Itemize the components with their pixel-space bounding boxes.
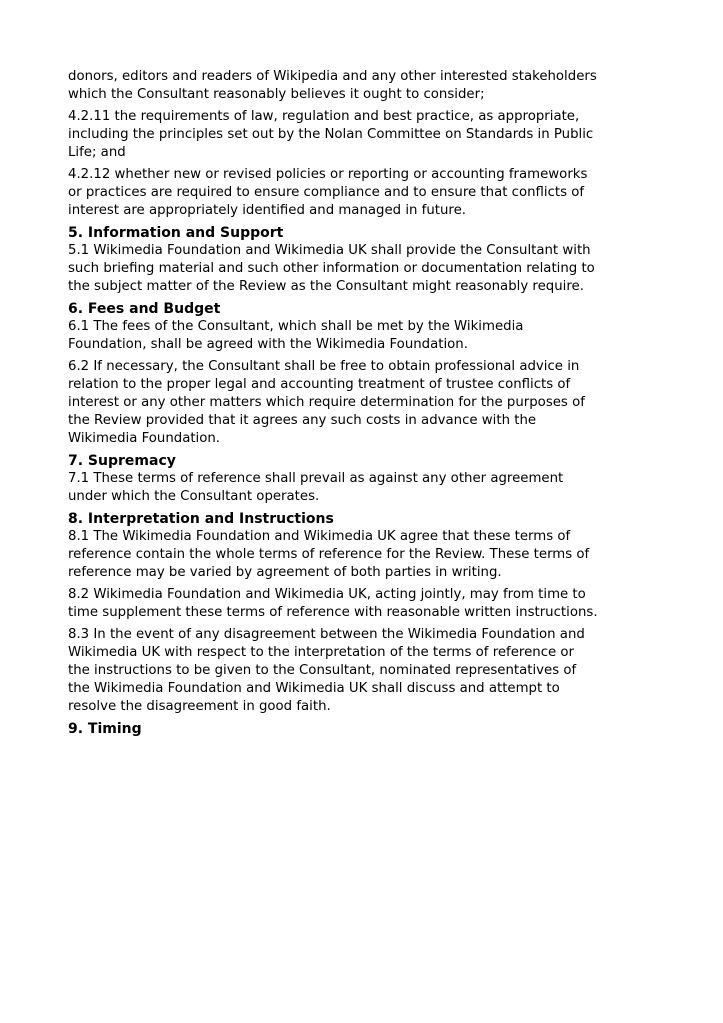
paragraph-8-1: 8.1 The Wikimedia Foundation and Wikimedia UK agree that these terms of reference contain the whole terms of reference for the Review. These terms of reference may be varied by agreement of both parties in writing. [68,529,590,580]
paragraph-4-2-11: 4.2.11 the requirements of law, regulation and best practice, as appropriate, including the principles set out by the Nolan Committee on Standards in Public Life; and [68,109,594,160]
paragraph-6-1: 6.1 The fees of the Consultant, which shall be met by the Wikimedia Foundation, shall be agreed with the Wikimedia Foundation. [68,319,524,352]
section-8-heading: 8. Interpretation and Instructions [68,511,334,527]
section-5-heading: 5. Information and Support [68,225,284,241]
paragraph-4-2-12: 4.2.12 whether new or revised policies or reporting or accounting frameworks or practices are required to ensure compliance and to ensure that conflicts of interest are appropriately identified and managed in future. [68,167,588,218]
paragraph-5-1: 5.1 Wikimedia Foundation and Wikimedia UK shall provide the Consultant with such briefing material and such other information or documentation relating to the subject matter of the Review as the Consultant might reasonably require. [68,243,595,294]
document-page [68,68,658,738]
section-6-heading: 6. Fees and Budget [68,301,221,317]
paragraph-8-2: 8.2 Wikimedia Foundation and Wikimedia UK, acting jointly, may from time to time supplement these terms of reference with reasonable written instructions. [68,587,598,620]
paragraph-8-3: 8.3 In the event of any disagreement between the Wikimedia Foundation and Wikimedia UK with respect to the interpretation of the terms of reference or the instructions to be given to the Consultant, nominated representatives of the Wikimedia Foundation and Wikimedia UK shall discuss and attempt to resolve the disagreement in good faith. [68,627,585,714]
section-9-heading: 9. Timing [68,721,142,737]
section-7-heading: 7. Supremacy [68,453,176,469]
paragraph-6-2: 6.2 If necessary, the Consultant shall be free to obtain professional advice in relation to the proper legal and accounting treatment of trustee conflicts of interest or any other matters which require determination for the purposes of the Review provided that it agrees any such costs in advance with the Wikimedia Foundation. [68,359,585,446]
paragraph-7-1: 7.1 These terms of reference shall prevail as against any other agreement under which the Consultant operates. [68,471,564,504]
paragraph-4-2-10-continuation: donors, editors and readers of Wikipedia and any other interested stakeholders which the Consultant reasonably believes it ought to consider; [68,69,597,102]
